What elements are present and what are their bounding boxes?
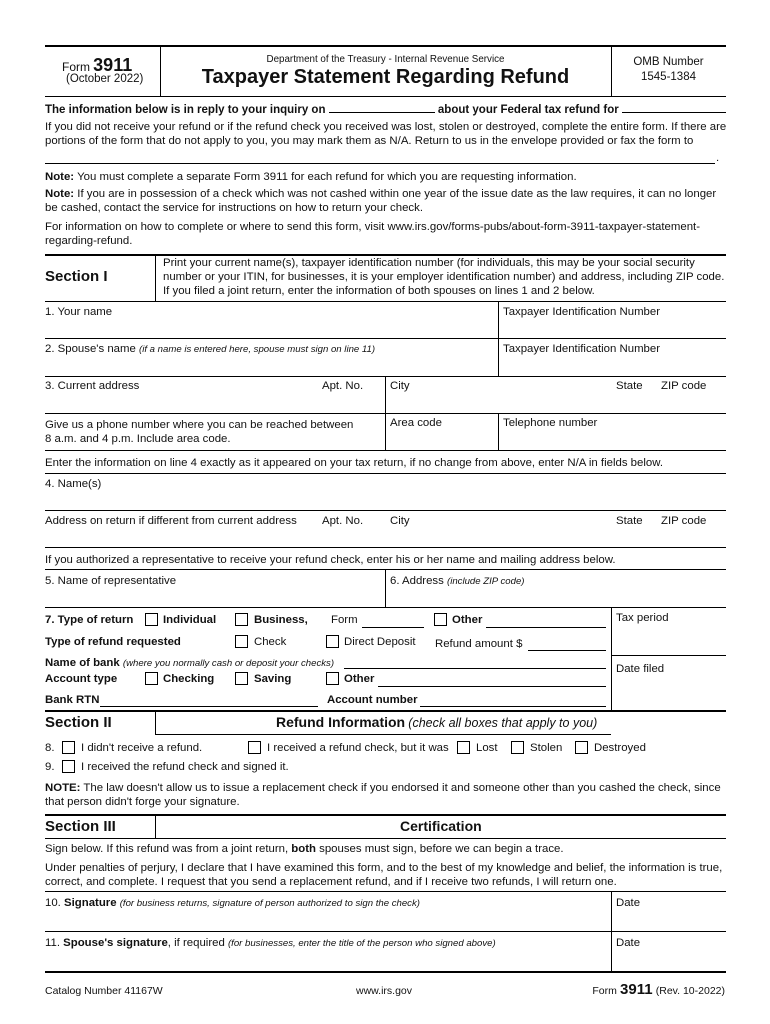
footer-form-number: 3911: [620, 981, 653, 998]
state2-label: State: [616, 515, 643, 527]
note2-label: Note:: [45, 188, 75, 200]
section2-title-divider: [155, 711, 156, 735]
other-return-field[interactable]: [486, 627, 606, 628]
sign-instruction: [45, 843, 564, 855]
line6-note: (include ZIP code): [447, 576, 525, 587]
section1-desc-line1: Print your current name(s), taxpayer identification number (for individuals, this may be your social security: [163, 257, 695, 269]
line1-bottom: [45, 338, 726, 339]
phone-bottom: [45, 450, 726, 451]
section3-heading: Certification: [400, 818, 482, 834]
line4-label: 4. Name(s): [45, 478, 102, 490]
rep-intro: If you authorized a representative to receive your refund check, enter his or her name and mailing address below.: [45, 554, 616, 566]
destroyed-label: Destroyed: [594, 742, 646, 754]
spouse-name-input[interactable]: [45, 358, 495, 375]
section2-note-label: NOTE:: [45, 782, 81, 794]
line8-received-checkbox[interactable]: [248, 741, 261, 754]
spouse-signature-date-input[interactable]: [614, 952, 724, 970]
line11-bottom: [45, 971, 726, 973]
section3-heading-bottom: [45, 838, 726, 839]
section2-heading-bottom: [155, 734, 611, 735]
area-code-input[interactable]: [388, 432, 496, 449]
signature-input[interactable]: [45, 912, 608, 930]
line8-num: 8.: [45, 742, 55, 754]
section1-title: Section I: [45, 268, 108, 285]
footer-website: www.irs.gov: [356, 985, 413, 997]
spouse-signature-input[interactable]: [45, 952, 608, 970]
date-filed-label: Date filed: [616, 663, 665, 675]
tax-period-bottom: [611, 655, 726, 656]
omb-label: OMB Number: [633, 56, 704, 68]
perjury-line1: Under penalties of perjury, I declare that I have examined this form, and to the best of my knowledge and belief, the information is true,: [45, 862, 723, 874]
saving-checkbox[interactable]: [235, 672, 248, 685]
checking-label: Checking: [163, 673, 215, 685]
line10-note: (for business returns, signature of person authorized to sign the check): [119, 898, 420, 909]
section1-top-rule: [45, 254, 726, 256]
phone-line1: Give us a phone number where you can be reached between: [45, 419, 354, 431]
section2-top-rule: [45, 710, 726, 712]
direct-deposit-checkbox[interactable]: [326, 635, 339, 648]
apt2-label: Apt. No.: [322, 515, 364, 527]
addr-return-bottom: [45, 547, 726, 548]
sign-after: spouses must sign, before we can begin a trace.: [315, 843, 564, 855]
line5-divider: [385, 570, 386, 607]
refund-amount: [435, 638, 522, 650]
tin2-label: Taxpayer Identification Number: [503, 343, 661, 355]
account-number-label: Account number: [327, 694, 418, 706]
other-return-label: Other: [452, 614, 483, 626]
section2-note-line2: that person didn't forge your signature.: [45, 796, 240, 808]
individual-label: Individual: [163, 614, 217, 626]
date-label: Date: [616, 897, 641, 909]
section2-heading-note: (check all boxes that apply to you): [408, 716, 598, 730]
spouse-tin-input[interactable]: [500, 358, 724, 375]
footer-form-label: Form: [592, 985, 617, 997]
line8-received-label: I received a refund check, but it was: [267, 742, 449, 754]
line5-bottom: [45, 607, 726, 608]
section3-title: Section III: [45, 818, 116, 835]
section1-desc-line3: If you filed a joint return, enter the information of both spouses on lines 1 and 2 below.: [163, 285, 595, 297]
line9-num: 9.: [45, 761, 55, 773]
addr-return-label: Address on return if different from current address: [45, 515, 297, 527]
header-top-rule: [45, 45, 726, 47]
line3-label: 3. Current address: [45, 380, 140, 392]
area-code-label: Area code: [390, 417, 442, 429]
account-number-field[interactable]: [420, 706, 606, 707]
line10-divider: [611, 892, 612, 931]
bank-rtn-label: Bank RTN: [45, 694, 100, 706]
section3-top-rule: [45, 814, 726, 816]
perjury-bottom: [45, 891, 726, 892]
other-account-label: Other: [344, 673, 375, 685]
form-type-label: Form: [331, 614, 358, 626]
line10: [45, 897, 420, 909]
refund-for-field[interactable]: [622, 101, 726, 113]
line11-label: Spouse's signature: [63, 937, 168, 949]
line11-note: (for businesses, enter the title of the person who signed above): [227, 938, 496, 949]
form-label: Form: [62, 60, 90, 74]
inquiry-line: [45, 101, 726, 116]
rep-name-input[interactable]: [45, 589, 383, 606]
line9-label: I received the refund check and signed it.: [81, 761, 289, 773]
other-return-checkbox[interactable]: [434, 613, 447, 626]
tin-label: Taxpayer Identification Number: [503, 306, 661, 318]
line7-label: 7. Type of return: [45, 614, 134, 626]
individual-checkbox[interactable]: [145, 613, 158, 626]
check-refund-label: Check: [254, 636, 287, 648]
phone-divider: [498, 414, 499, 450]
line11-num: 11.: [45, 937, 60, 949]
zip2-label: ZIP code: [661, 515, 707, 527]
right-column-divider: [611, 608, 612, 710]
line10-label: Signature: [64, 897, 117, 909]
line4-bottom: [45, 510, 726, 511]
lost-checkbox[interactable]: [457, 741, 470, 754]
section2-title: Section II: [45, 714, 112, 731]
note2: [45, 188, 716, 200]
checking-checkbox[interactable]: [145, 672, 158, 685]
line2-divider: [498, 339, 499, 376]
omb-number: 1545-1384: [641, 71, 696, 83]
perjury-line2: correct, and complete. I request that you send a replacement refund, and if I receive two refunds, I will return one.: [45, 876, 617, 888]
refund-amount-field[interactable]: [528, 650, 606, 651]
note1-label: Note:: [45, 171, 75, 183]
tax-period-label: Tax period: [616, 612, 669, 624]
line4-intro-bottom: [45, 473, 726, 474]
bank-name-field[interactable]: [344, 668, 606, 669]
current-city-input[interactable]: [388, 395, 724, 412]
city2-label: City: [390, 515, 410, 527]
line11-divider: [611, 932, 612, 971]
line2-label: 2. Spouse's name: [45, 343, 136, 355]
other-account-field[interactable]: [378, 686, 606, 687]
other-account-checkbox[interactable]: [326, 672, 339, 685]
form-number: 3911: [93, 55, 133, 75]
info-line2: regarding-refund.: [45, 235, 133, 247]
section2-heading-wrap: [276, 714, 597, 730]
line6-label: 6. Address: [390, 575, 444, 587]
current-address-input[interactable]: [45, 395, 383, 412]
section1-desc-line2: number or your ITIN, for businesses, it is your employer identification number) and address, including ZIP code.: [163, 271, 725, 283]
date-filed-input[interactable]: [614, 680, 724, 708]
line1-label: 1. Your name: [45, 306, 113, 318]
note2-line2: be cashed, contact the service for instructions on how to return your check.: [45, 202, 423, 214]
names-input[interactable]: [45, 492, 724, 509]
dollar-sign: $: [516, 638, 523, 650]
bank-note: (where you normally cash or deposit your checks): [122, 658, 335, 669]
note1-text: You must complete a separate Form 3911 for each refund for which you are requesting information.: [77, 171, 577, 183]
fax-period: .: [716, 152, 720, 164]
form-type-field[interactable]: [362, 627, 424, 628]
line11: [45, 937, 496, 949]
inquiry-after: about your Federal tax refund for: [437, 104, 619, 116]
business-label: Business,: [254, 614, 308, 626]
line11-after: , if required: [167, 937, 225, 949]
destroyed-checkbox[interactable]: [575, 741, 588, 754]
section1-desc-bottom: [45, 301, 726, 302]
line5-label: 5. Name of representative: [45, 575, 177, 587]
line8-not-received-checkbox[interactable]: [62, 741, 75, 754]
sign-before: Sign below. If this refund was from a joint return,: [45, 843, 292, 855]
inquiry-date-field[interactable]: [329, 101, 435, 113]
inquiry-before: The information below is in reply to your inquiry on: [45, 104, 326, 116]
section1-title-divider: [155, 255, 156, 301]
line1-divider: [498, 302, 499, 338]
your-name-input[interactable]: [45, 320, 495, 337]
intro-para1-line1: If you did not receive your refund or if the refund check you received was lost, stolen or destroyed, complete the entire form. If there are: [45, 121, 727, 133]
intro-para1-line2: portions of the form that do not apply to you, you may mark them as N/A. Return to us in the envelope provided or fax the form to: [45, 135, 694, 147]
apt-label: Apt. No.: [322, 380, 364, 392]
stolen-checkbox[interactable]: [511, 741, 524, 754]
phone-line2: 8 a.m. and 4 p.m. Include area code.: [45, 433, 231, 445]
section2-note: [45, 782, 721, 794]
catalog-number: Catalog Number 41167W: [45, 985, 163, 997]
signature-date-input[interactable]: [614, 912, 724, 930]
city-label: City: [390, 380, 410, 392]
zip-label: ZIP code: [661, 380, 707, 392]
telephone-input[interactable]: [500, 432, 724, 449]
info-line1: For information on how to complete or where to send this form, visit www.irs.gov/forms-pubs/about-form-3911-taxpayer-statement-: [45, 221, 701, 233]
saving-label: Saving: [254, 673, 292, 685]
return-address-input[interactable]: [45, 529, 724, 546]
fax-number-field[interactable]: [45, 163, 715, 164]
refund-amount-label: Refund amount: [435, 638, 513, 650]
business-checkbox[interactable]: [235, 613, 248, 626]
stolen-label: Stolen: [530, 742, 563, 754]
lost-label: Lost: [476, 742, 498, 754]
footer-form-id: [592, 981, 725, 998]
line8-not-received-label: I didn't receive a refund.: [81, 742, 203, 754]
sign-bold: both: [291, 843, 316, 855]
tax-period-input[interactable]: [614, 630, 724, 654]
state-label: State: [616, 380, 643, 392]
line3-bottom: [45, 413, 726, 414]
header-bottom-rule: [45, 96, 726, 97]
form-title: Taxpayer Statement Regarding Refund: [201, 66, 570, 88]
department-name: Department of the Treasury - Internal Revenue Service: [266, 54, 505, 65]
direct-deposit-label: Direct Deposit: [344, 636, 416, 648]
line10-bottom: [45, 931, 726, 932]
line2-note: (if a name is entered here, spouse must sign on line 11): [139, 344, 376, 355]
form-date: (October 2022): [66, 73, 144, 85]
section2-heading: Refund Information: [276, 714, 406, 730]
check-refund-checkbox[interactable]: [235, 635, 248, 648]
bank-label: Name of bank: [45, 657, 120, 669]
account-type-label: Account type: [45, 673, 118, 685]
section3-title-divider: [155, 815, 156, 839]
section2-note-line1: The law doesn't allow us to issue a replacement check if you endorsed it and someone other than you cashed the check, since: [83, 782, 721, 794]
rep-address-input[interactable]: [388, 589, 724, 606]
note1: [45, 171, 577, 183]
bank-name: [45, 657, 334, 669]
your-tin-input[interactable]: [500, 320, 724, 337]
telephone-label: Telephone number: [503, 417, 598, 429]
line10-num: 10.: [45, 897, 61, 909]
line2: [45, 343, 375, 355]
footer-rev: (Rev. 10-2022): [655, 985, 725, 997]
date2-label: Date: [616, 937, 641, 949]
line6: [390, 575, 525, 587]
line4-intro: Enter the information on line 4 exactly as it appeared on your tax return, if no change from above, enter N/A in fields below.: [45, 457, 663, 469]
refund-type-label: Type of refund requested: [45, 636, 181, 648]
line9-signed-checkbox[interactable]: [62, 760, 75, 773]
bank-rtn-field[interactable]: [100, 706, 318, 707]
note2-line1: If you are in possession of a check which was not cashed within one year of the issue date as the law requires, it can no longer: [77, 188, 717, 200]
